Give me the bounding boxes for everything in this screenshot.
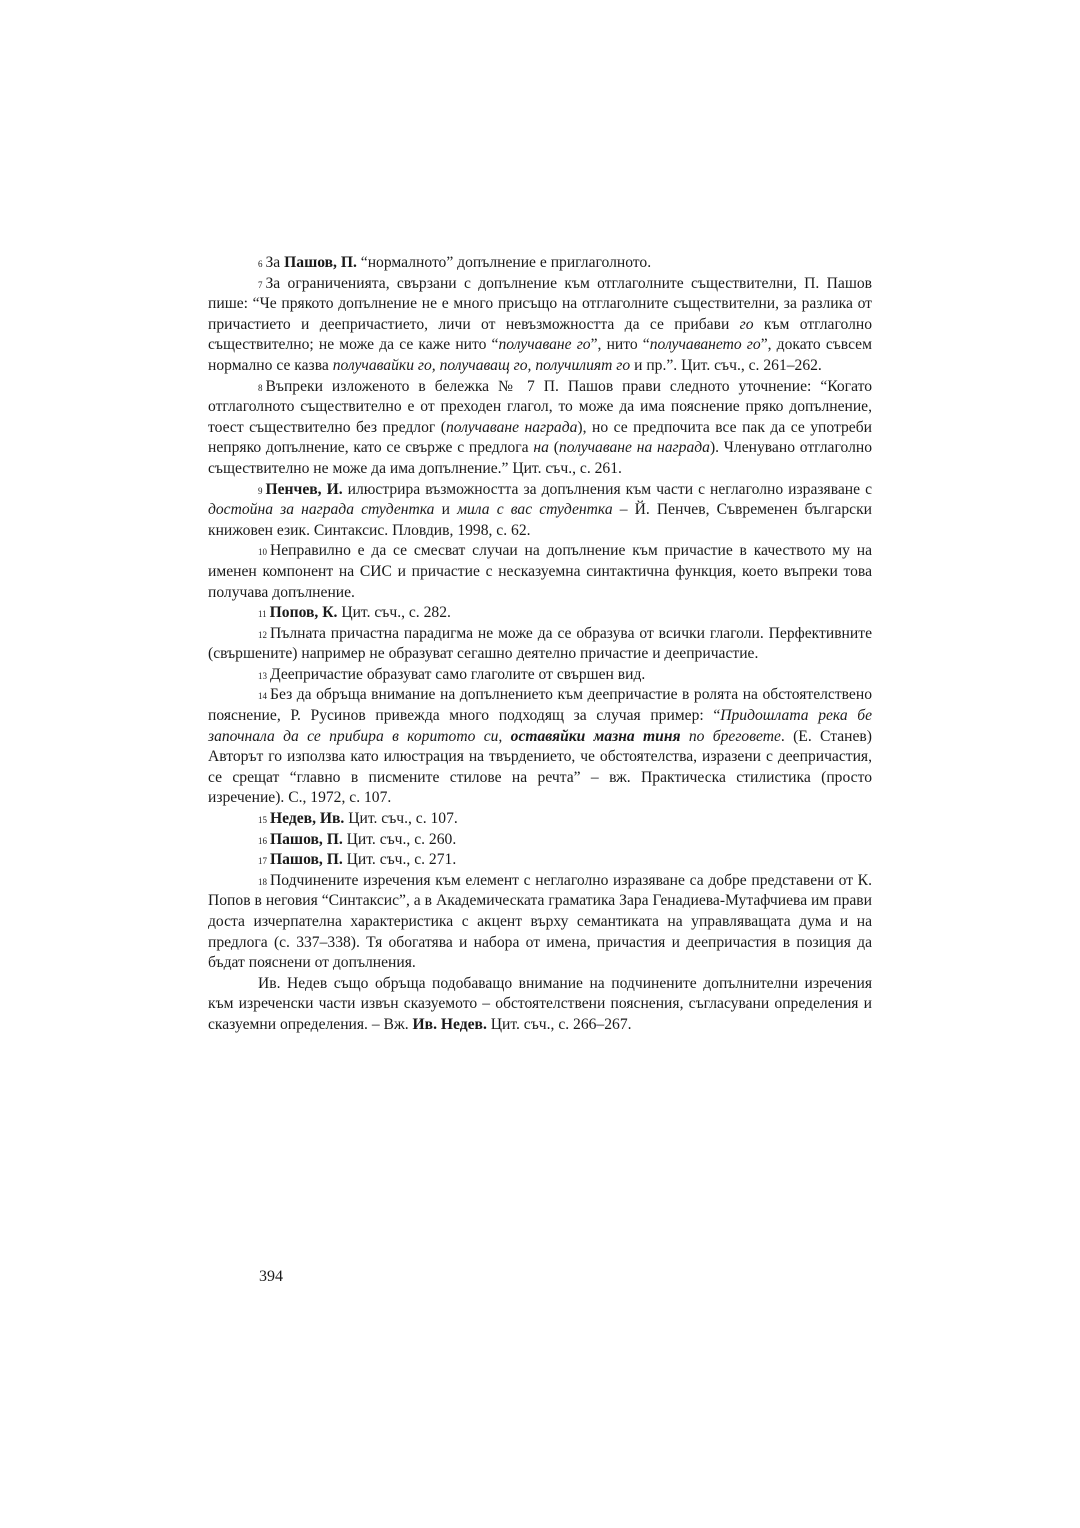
- footnote-text: и пр.”. Цит. съч., с. 261–262.: [630, 356, 822, 374]
- footnote-number: 15: [258, 815, 267, 826]
- footnote-text: Въпреки изложеното в бележка № 7 П. Пашов прави следното уточнение: “Когато отглаголното съществително е от преходен глагол, то може да има пояснение пряко допълнение, тоест съществително без предлог (: [208, 377, 872, 436]
- footnote-number: 7: [258, 279, 263, 290]
- footnote-number: 8: [258, 382, 263, 393]
- page-number: 394: [259, 1268, 283, 1285]
- footnote-text: Пашов, П.: [284, 254, 357, 271]
- footnote-text: Цит. съч., с. 282.: [337, 604, 451, 622]
- footnote-text: Цит. съч., с. 266–267.: [486, 1015, 632, 1033]
- footnote: [208, 974, 872, 1036]
- footnote-text: Цит. съч., с. 271.: [342, 851, 457, 869]
- footnote: [208, 624, 872, 665]
- footnote-text: илюстрира възможността за допълнения към части с неглаголно изразяване с: [342, 480, 872, 498]
- footnote-text: Пълната причастна парадигма не може да се образува от всички глаголи. Перфективните (свършените) например не образуват сегашно деятелно причастие и деепричастие.: [208, 624, 872, 663]
- footnote-text: Без да обръща внимание на допълнението към деепричастие в ролята на обстоятелствено пояснение, Р. Русинов привежда много подходящ за случая пример: “: [208, 686, 872, 725]
- footnote-text: към отглаголно съществително; не може да се каже нито “: [208, 315, 872, 354]
- footnote: [208, 871, 872, 974]
- footnote-text: За: [265, 254, 285, 271]
- footnote-text: получаване го: [498, 336, 591, 354]
- footnote: [208, 685, 872, 809]
- footnote-number: 14: [258, 691, 267, 702]
- footnote-text: Пашов, П.: [270, 851, 343, 869]
- footnote-number: 13: [258, 670, 267, 681]
- footnote-text: получаването го: [649, 336, 761, 354]
- footnote: [208, 253, 872, 274]
- footnote-number: 6: [258, 259, 263, 269]
- footnote-text: Цит. съч., с. 107.: [344, 810, 458, 828]
- footnote-number: 12: [258, 629, 267, 640]
- footnote: [208, 665, 872, 686]
- footnotes-block: [208, 253, 872, 1036]
- footnote-text: – Й. Пенчев, Съвременен български книжовен език. Синтаксис. Пловдив, 1998, с. 62.: [208, 501, 872, 539]
- footnote-text: на: [533, 439, 549, 457]
- footnote-text: За ограниченията, свързани с допълнение към отглаголните съществителни, П. Пашов пише: “Че прякото допълнение не е много присъщо на отглаголните съществителни, за разлика от причастието и деепричастието, личи от невъзможността да се прибави: [208, 274, 872, 333]
- footnote: [208, 541, 872, 603]
- footnote-number: 16: [258, 835, 267, 846]
- footnote-text: Пашов, П.: [270, 830, 343, 848]
- footnote-text: и: [434, 501, 458, 519]
- footnote-text: получаване на награда: [558, 439, 710, 457]
- footnote-text: Пенчев, И.: [265, 480, 343, 498]
- footnote-text: оставяйки мазна тиня: [510, 727, 681, 745]
- footnote-text: Неправилно е да се смесват случаи на допълнение към причастие в качеството му на именен компонент на СИС и причастие с несказуемна синтактична функция, което въпреки това получава допълнение.: [208, 542, 872, 601]
- footnote-text: ). Членувано отглаголно съществително не може да има допълнение.” Цит. съч., с. 261.: [208, 439, 872, 477]
- footnote: [208, 480, 872, 542]
- footnote-text: мила с вас студентка: [457, 501, 613, 519]
- footnote-number: 17: [258, 856, 267, 867]
- footnote-text: . (Е. Станев) Авторът го използва като илюстрация на твърдението, че обстоятелства, изразени с деепричастия, се срещат “главно в писмените стилове на речта” – вж. Практическа стилистика (просто изречение). С., 1972, с. 107.: [208, 727, 872, 807]
- footnote-text: ), но се предпочита все пак да се употреби непряко допълнение, като се свърже с предлога: [208, 418, 872, 457]
- footnote-number: 10: [258, 547, 267, 558]
- footnote-text: по бреговете: [680, 727, 781, 745]
- footnote-text: ”, докато съвсем нормално се казва: [208, 336, 872, 374]
- footnote-number: 9: [258, 485, 263, 496]
- footnote-text: Придошлата река бе започнала да се прибира в коритото си,: [208, 707, 872, 745]
- footnote-text: (: [548, 439, 559, 457]
- footnote-text: Деепричастие образуват само глаголите от свършен вид.: [270, 665, 646, 683]
- footnote: [208, 809, 872, 830]
- footnote-text: Подчинените изречения към елемент с неглаголно изразяване са добре представени от К. Попов в неговия “Синтаксис”, а в Академическата граматика Зара Генадиева-Мутафчиева им прави доста изчерпателна характеристика с акцент върху семантиката на управляващата дума и на предлога (с. 337–338). Тя обогатява и набора от имена, причастия и деепричастия в позиция да бъдат пояснени от допълнения.: [208, 871, 872, 972]
- footnote-text: ”, нито “: [590, 336, 650, 354]
- footnote-text: достойна за награда студентка: [208, 501, 435, 519]
- footnote-number: 18: [258, 876, 267, 887]
- footnote-text: получавайки го, получаващ го, получилият го: [332, 356, 631, 374]
- footnote: [208, 377, 872, 480]
- footnote: [208, 603, 872, 624]
- footnote-text: “нормалното” допълнение е приглаголното.: [356, 254, 652, 271]
- footnote-number: 11: [258, 609, 267, 620]
- footnote-text: Попов, К.: [269, 604, 338, 622]
- footnote: [208, 274, 872, 377]
- footnote: [208, 830, 872, 851]
- footnote-text: получаване награда: [445, 418, 578, 436]
- footnote-text: го: [739, 315, 754, 333]
- footnote-text: Недев, Ив.: [270, 810, 345, 828]
- footnote: [208, 850, 872, 871]
- footnote-text: Цит. съч., с. 260.: [342, 830, 457, 848]
- footnote-text: Ив. Недев също обръща подобаващо внимание на подчинените допълнителни изречения към изреченски части извън сказуемото – обстоятелствени пояснения, съгласувани определения и сказуемни определения. – Вж.: [208, 974, 872, 1033]
- footnote-text: Ив. Недев.: [412, 1015, 487, 1033]
